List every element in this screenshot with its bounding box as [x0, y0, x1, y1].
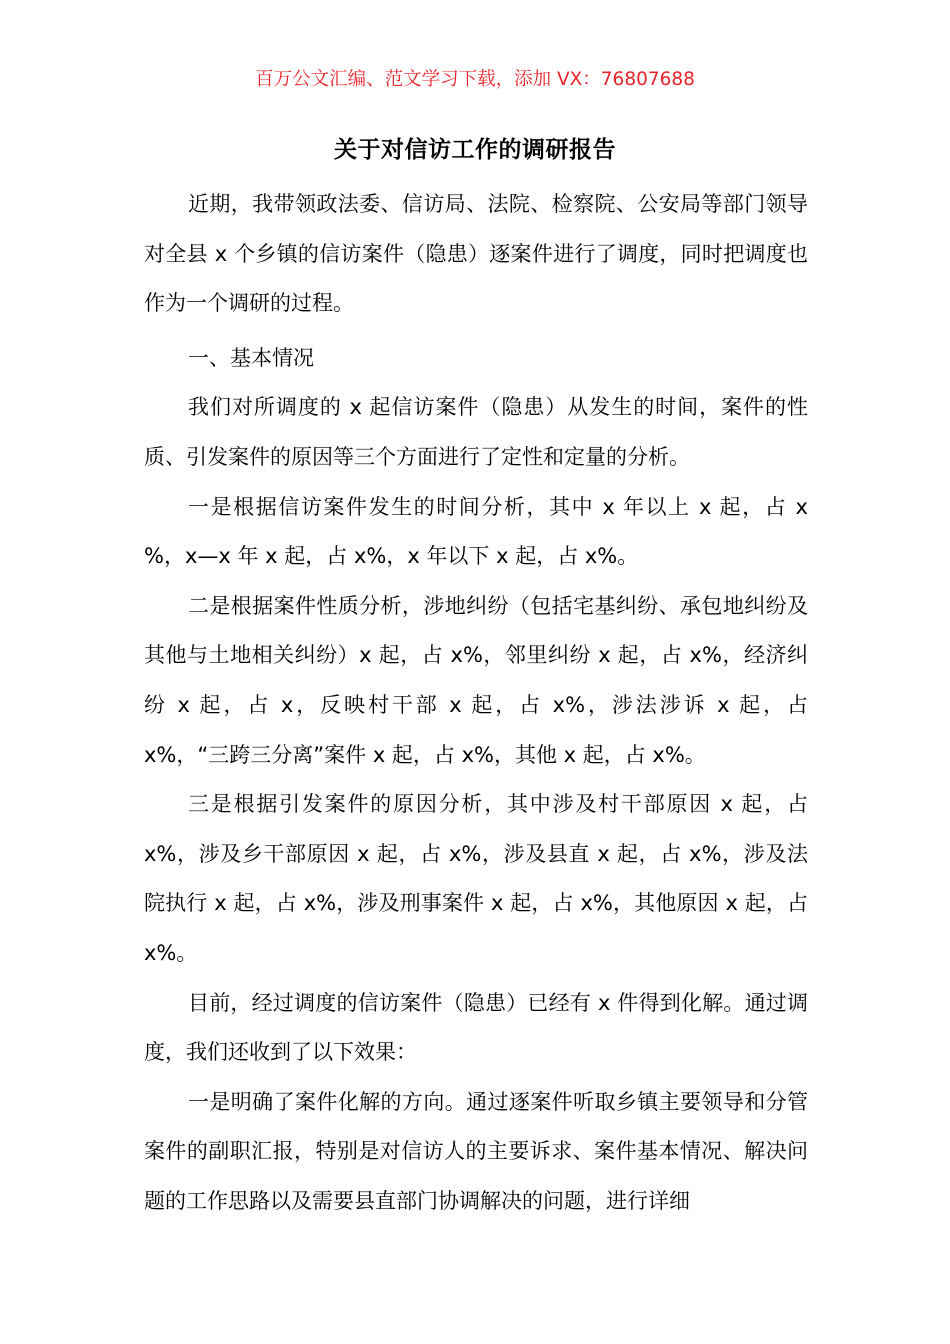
paragraph-intro: 近期，我带领政法委、信访局、法院、检察院、公安局等部门领导对全县 x 个乡镇的信访案件（隐患）逐案件进行了调度，同时把调度也作为一个调研的过程。 — [144, 192, 808, 316]
paragraph-time-analysis: 一是根据信访案件发生的时间分析，其中 x 年以上 x 起，占 x %，x—x 年 x 起，占 x%，x 年以下 x 起，占 x%。 — [144, 494, 808, 569]
header-banner: 百万公文汇编、范文学习下载，添加 VX：76807688 — [255, 69, 695, 90]
paragraph-nature-analysis: 二是根据案件性质分析，涉地纠纷（包括宅基纠纷、承包地纠纷及其他与土地相关纠纷）x 起，占 x%，邻里纠纷 x 起，占 x%，经济纠纷 x 起，占 x，反映村干部 x 起，占 x%，涉法涉诉 x 起，占 x%，“三跨三分离”案件 x 起，占 x%，其他 x 起，占 x%。 — [144, 593, 808, 767]
document-body — [144, 180, 808, 1226]
paragraph-current-status: 目前，经过调度的信访案件（隐患）已经有 x 件得到化解。通过调度，我们还收到了以下效果： — [144, 990, 808, 1065]
paragraph-analysis-overview: 我们对所调度的 x 起信访案件（隐患）从发生的时间，案件的性质、引发案件的原因等三个方面进行了定性和定量的分析。 — [144, 395, 808, 469]
section-heading-basic-situation: 一、基本情况 — [188, 345, 314, 370]
document-title: 关于对信访工作的调研报告 — [334, 137, 616, 163]
paragraph-cause-analysis: 三是根据引发案件的原因分析，其中涉及村干部原因 x 起，占 x%，涉及乡干部原因 x 起，占 x%，涉及县直 x 起，占 x%，涉及法院执行 x 起，占 x%，涉及刑事案件 x 起，占 x%，其他原因 x 起，占 x%。 — [144, 792, 808, 965]
paragraph-effect-one: 一是明确了案件化解的方向。通过逐案件听取乡镇主要领导和分管案件的副职汇报，特别是对信访人的主要诉求、案件基本情况、解决问题的工作思路以及需要县直部门协调解决的问题，进行详细 — [144, 1089, 808, 1213]
